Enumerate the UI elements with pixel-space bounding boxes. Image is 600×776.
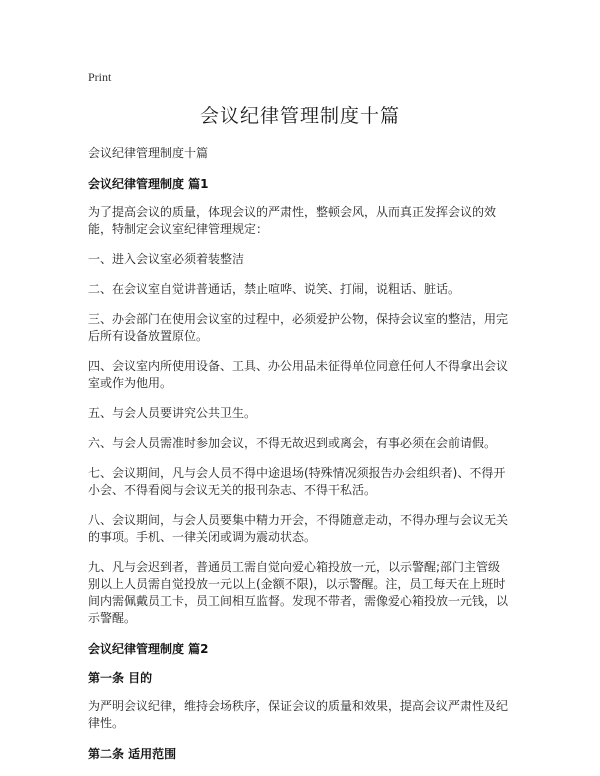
paragraph: 五、与会人员要讲究公共卫生。: [88, 406, 257, 420]
document-title: 会议纪律管理制度十篇: [199, 105, 400, 127]
print-link[interactable]: Print: [88, 70, 112, 84]
document-body: [88, 175, 512, 762]
paragraph: 三、办会部门在使用会议室的过程中，必须爱护公物，保持会议室的整洁，用完后所有设备放置原位。: [88, 312, 509, 343]
section-heading: 会议纪律管理制度 篇1: [88, 177, 209, 191]
section-heading: 第二条 适用范围: [88, 747, 177, 761]
section-heading: 会议纪律管理制度 篇2: [88, 642, 209, 656]
paragraph: 一、进入会议室必须着装整洁: [88, 252, 245, 266]
document-subtitle: 会议纪律管理制度十篇: [88, 146, 209, 160]
paragraph: 为严明会议纪律，维持会场秩序，保证会议的质量和效果，提高会议严肃性及纪律性。: [88, 699, 509, 730]
paragraph: 四、会议室内所使用设备、工具、办公用品未征得单位同意任何人不得拿出会议室或作为他用。: [88, 359, 509, 390]
paragraph: 二、在会议室自觉讲普通话，禁止喧哗、说笑、打闹，说粗话、脏话。: [88, 282, 461, 296]
paragraph: 九、凡与会迟到者，普通员工需自觉向爱心箱投放一元，以示警醒;部门主管级别以上人员需自觉投放一元以上(金额不限)，以示警醒。注，员工每天在上班时间内需佩戴员工卡，员工间相互监督。发现不带者，需像爱心箱投放一元钱，以示警醒。: [88, 560, 509, 625]
paragraph: 七、会议期间，凡与会人员不得中途退场(特殊情况须报告办会组织者)、不得开小会、不得看阅与会议无关的报刊杂志、不得干私活。: [88, 466, 506, 497]
paragraph: 为了提高会议的质量，体现会议的严肃性，整顿会风，从而真正发挥会议的效能，特制定会议室纪律管理规定：: [88, 205, 497, 236]
paragraph: 八、会议期间，与会人员要集中精力开会，不得随意走动，不得办理与会议无关的事项。手机、一律关闭或调为震动状态。: [88, 513, 509, 544]
section-heading: 第一条 目的: [88, 671, 153, 685]
paragraph: 六、与会人员需准时参加会议，不得无故迟到或离会，有事必须在会前请假。: [88, 436, 497, 450]
